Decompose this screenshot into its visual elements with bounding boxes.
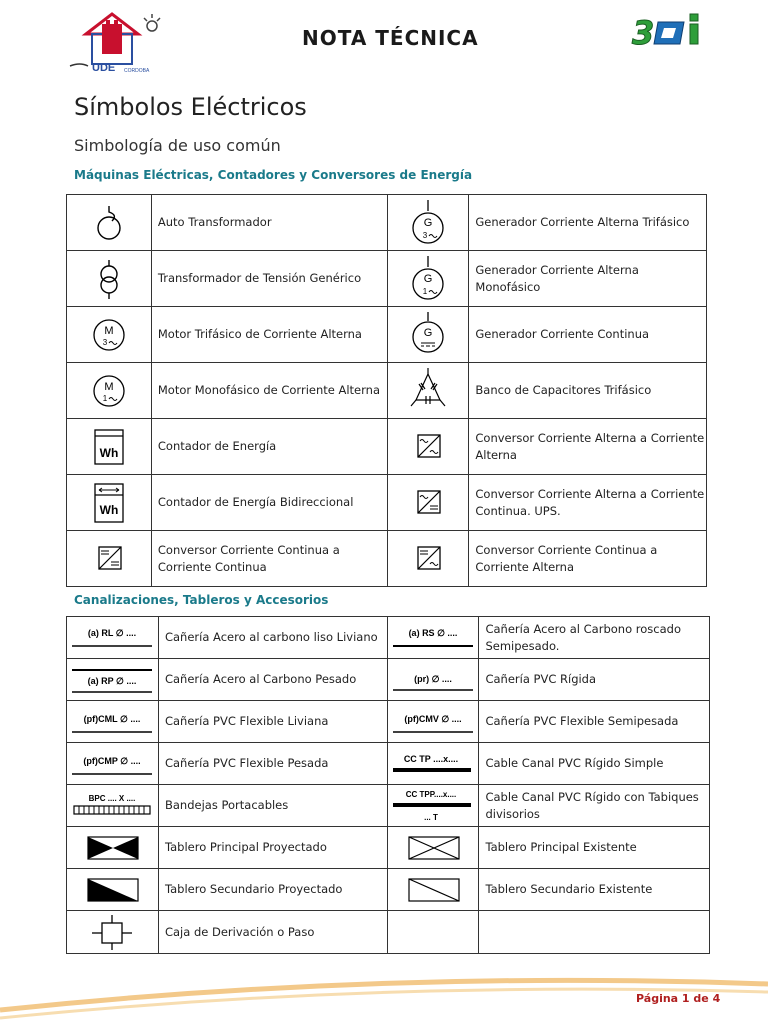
cable-channel-dividers-symbol xyxy=(388,785,479,827)
symbol-description: Tablero Principal Existente xyxy=(479,827,710,869)
symbol-description: Auto Transformador xyxy=(151,195,387,251)
page-number: Página 1 de 4 xyxy=(636,992,721,1005)
converter-dc-dc-icon xyxy=(67,531,152,587)
svg-text:(a) RL ∅ ....: (a) RL ∅ .... xyxy=(88,627,137,638)
svg-text:BPC .... X ....: BPC .... X .... xyxy=(89,793,136,803)
conduit-code-symbol xyxy=(67,617,159,659)
symbol-description: Transformador de Tensión Genérico xyxy=(151,251,387,307)
symbol-description: Cañería PVC Flexible Liviana xyxy=(158,701,387,743)
table-row xyxy=(67,617,710,659)
conduit-code-symbol xyxy=(388,617,479,659)
svg-text:3: 3 xyxy=(102,337,108,347)
generator-ac-1phase-icon xyxy=(387,251,469,307)
symbol-description: Caja de Derivación o Paso xyxy=(158,911,387,954)
svg-text:G: G xyxy=(423,326,433,339)
converter-ac-ac-icon xyxy=(387,419,469,475)
svg-text:UDE: UDE xyxy=(92,62,116,74)
page-title: Símbolos Eléctricos xyxy=(74,93,307,121)
svg-text:G: G xyxy=(423,216,433,229)
transformer-icon xyxy=(67,251,152,307)
generator-dc-icon xyxy=(387,307,469,363)
svg-text:3: 3 xyxy=(422,230,428,240)
symbol-description: Banco de Capacitores Trifásico xyxy=(469,363,707,419)
conduit-code-symbol xyxy=(67,659,159,701)
conduit-code-symbol xyxy=(388,701,479,743)
energy-meter-icon xyxy=(67,419,152,475)
svg-text:(a) RS ∅ ....: (a) RS ∅ .... xyxy=(409,627,458,638)
header xyxy=(0,0,768,80)
cable-channel-symbol xyxy=(388,743,479,785)
empty-cell xyxy=(388,911,479,954)
table-row xyxy=(67,743,710,785)
svg-text:M: M xyxy=(104,324,114,337)
table-row xyxy=(67,195,707,251)
table-row xyxy=(67,701,710,743)
symbol-description: Cable Canal PVC Rígido con Tabiques divisorios xyxy=(479,785,710,827)
svg-text:1: 1 xyxy=(102,393,108,403)
autotransformer-icon xyxy=(67,195,152,251)
main-panel-projected-icon xyxy=(67,827,159,869)
table-row xyxy=(67,659,710,701)
conduits-symbols-table xyxy=(66,616,710,954)
symbol-description: Generador Corriente Alterna Monofásico xyxy=(469,251,707,307)
svg-text:CC TPP....x....: CC TPP....x.... xyxy=(406,789,457,799)
cable-tray-symbol xyxy=(67,785,159,827)
symbol-description: Generador Corriente Continua xyxy=(469,307,707,363)
converter-ac-dc-icon xyxy=(387,475,469,531)
symbol-description: Motor Monofásico de Corriente Alterna xyxy=(151,363,387,419)
symbol-description: Contador de Energía xyxy=(151,419,387,475)
conduit-code-symbol xyxy=(388,659,479,701)
capacitor-bank-icon xyxy=(387,363,469,419)
svg-text:(a) RP ∅ ....: (a) RP ∅ .... xyxy=(88,675,137,686)
svg-text:Wh: Wh xyxy=(99,502,119,517)
symbol-description: Tablero Secundario Existente xyxy=(479,869,710,911)
svg-text:G: G xyxy=(423,272,433,285)
svg-text:CC TP ....x....: CC TP ....x.... xyxy=(404,753,459,764)
bidirectional-meter-icon xyxy=(67,475,152,531)
3di-logo xyxy=(630,10,720,50)
motor-3phase-icon xyxy=(67,307,152,363)
table-row xyxy=(67,869,710,911)
symbol-description: Conversor Corriente Continua a Corriente Continua xyxy=(151,531,387,587)
secondary-panel-existing-icon xyxy=(388,869,479,911)
machines-symbols-table xyxy=(66,194,707,587)
table-row xyxy=(67,827,710,869)
converter-dc-ac-icon xyxy=(387,531,469,587)
symbol-description: Cañería Acero al Carbono roscado Semipesado. xyxy=(479,617,710,659)
svg-text:1: 1 xyxy=(422,286,428,296)
symbol-description: Generador Corriente Alterna Trifásico xyxy=(469,195,707,251)
symbol-description: Cañería Acero al Carbono Pesado xyxy=(158,659,387,701)
table-row xyxy=(67,363,707,419)
table-row xyxy=(67,475,707,531)
table-row xyxy=(67,419,707,475)
empty-cell xyxy=(479,911,710,954)
svg-text:... T: ... T xyxy=(424,812,439,822)
conduit-code-symbol xyxy=(67,701,159,743)
document-type-heading: NOTA TÉCNICA xyxy=(302,26,479,50)
svg-text:3: 3 xyxy=(632,14,655,50)
symbol-description: Cañería PVC Rígida xyxy=(479,659,710,701)
page-subtitle: Simbología de uso común xyxy=(74,136,281,155)
motor-1phase-icon xyxy=(67,363,152,419)
svg-text:(pr) ∅ ....: (pr) ∅ .... xyxy=(414,673,453,684)
table-row xyxy=(67,911,710,954)
symbol-description: Tablero Principal Proyectado xyxy=(158,827,387,869)
ude-logo xyxy=(66,8,178,76)
svg-text:(pf)CMV ∅ ....: (pf)CMV ∅ .... xyxy=(404,713,463,724)
symbol-description: Tablero Secundario Proyectado xyxy=(158,869,387,911)
main-panel-existing-icon xyxy=(388,827,479,869)
conduit-code-symbol xyxy=(67,743,159,785)
secondary-panel-projected-icon xyxy=(67,869,159,911)
svg-text:(pf)CMP ∅ ....: (pf)CMP ∅ .... xyxy=(83,755,142,766)
symbol-description: Cable Canal PVC Rígido Simple xyxy=(479,743,710,785)
symbol-description: Contador de Energía Bidireccional xyxy=(151,475,387,531)
svg-text:(pf)CML ∅ ....: (pf)CML ∅ .... xyxy=(84,713,141,724)
junction-box-icon xyxy=(67,911,159,954)
table-row xyxy=(67,251,707,307)
generator-ac-3phase-icon xyxy=(387,195,469,251)
table-row xyxy=(67,785,710,827)
section-title-conduits: Canalizaciones, Tableros y Accesorios xyxy=(74,593,329,607)
svg-text:M: M xyxy=(104,380,114,393)
table-row xyxy=(67,531,707,587)
section-title-machines: Máquinas Eléctricas, Contadores y Conversores de Energía xyxy=(74,168,473,182)
symbol-description: Cañería Acero al carbono liso Liviano xyxy=(158,617,387,659)
svg-text:CORDOBA: CORDOBA xyxy=(124,68,150,74)
symbol-description: Conversor Corriente Alterna a Corriente Alterna xyxy=(469,419,707,475)
symbol-description: Conversor Corriente Alterna a Corriente Continua. UPS. xyxy=(469,475,707,531)
symbol-description: Cañería PVC Flexible Pesada xyxy=(158,743,387,785)
svg-text:Wh: Wh xyxy=(99,445,119,460)
symbol-description: Cañería PVC Flexible Semipesada xyxy=(479,701,710,743)
symbol-description: Conversor Corriente Continua a Corriente Alterna xyxy=(469,531,707,587)
symbol-description: Motor Trifásico de Corriente Alterna xyxy=(151,307,387,363)
symbol-description: Bandejas Portacables xyxy=(158,785,387,827)
table-row xyxy=(67,307,707,363)
